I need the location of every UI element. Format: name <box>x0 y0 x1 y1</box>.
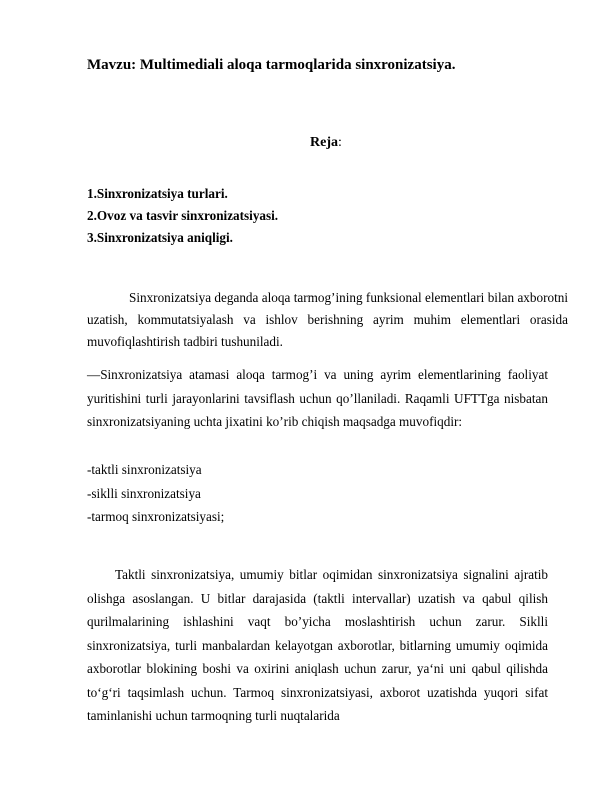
plan-list <box>87 183 278 249</box>
plan-item: 3.Sinxronizatsiya aniqligi. <box>87 230 233 245</box>
paragraph-term-usage: —Sinxronizatsiya atamasi aloqa tarmog’i va uning ayrim elementlarining faoliyat yuritishini turli jarayonlarini tavsiflash uchun qo’llaniladi. Raqamli UFTTga nisbatan sinxronizatsiyaning uchta jixatini ko’rib chiqish maqsadga muvofiqdir: <box>87 367 548 430</box>
list-item: -tarmoq sinxronizatsiyasi; <box>87 509 225 525</box>
plan-heading <box>0 135 612 151</box>
list-item: -siklli sinxronizatsiya <box>87 485 201 501</box>
plan-heading-colon: : <box>338 135 342 150</box>
plan-item: 2.Ovoz va tasvir sinxronizatsiyasi. <box>87 208 279 223</box>
sync-types-list <box>87 458 224 529</box>
plan-item: 1.Sinxronizatsiya turlari. <box>87 186 228 201</box>
list-item: -taktli sinxronizatsiya <box>87 462 202 477</box>
paragraph-definition: Sinxronizatsiya deganda aloqa tarmog’ining funksional elementlari bilan axborotni uzatish, kommutatsiyalash va ishlov berishning ayrim muhim elementlari orasida muvofiqlashtirish tadbiri tushuniladi. <box>87 290 568 349</box>
plan-heading-label: Reja <box>310 135 339 150</box>
document-title: Mavzu: Multimediali aloqa tarmoqlarida sinxronizatsiya. <box>87 57 456 73</box>
paragraph-sync-explanation: Taktli sinxronizatsiya, umumiy bitlar oqimidan sinxronizatsiya signalini ajratib olishga asoslangan. U bitlar darajasida (taktli intervallar) uzatish va qabul qilish qurilmalarining ishlashini vaqt bo’yicha moslashtirish uchun zarur. Siklli sinxronizatsiya, turli manbalardan kelayotgan axborotlar, bitlarning umumiy oqimida axborotlar blokining boshi va oxirini aniqlash uchun zarur, ya‘ni uni qabul qilishda to‘g‘ri taqsimlash uchun. Tarmoq sinxronizatsiyasi, axborot uzatishda yuqori sifat taminlanishi uchun tarmoqning turli nuqtalarida <box>87 567 548 723</box>
